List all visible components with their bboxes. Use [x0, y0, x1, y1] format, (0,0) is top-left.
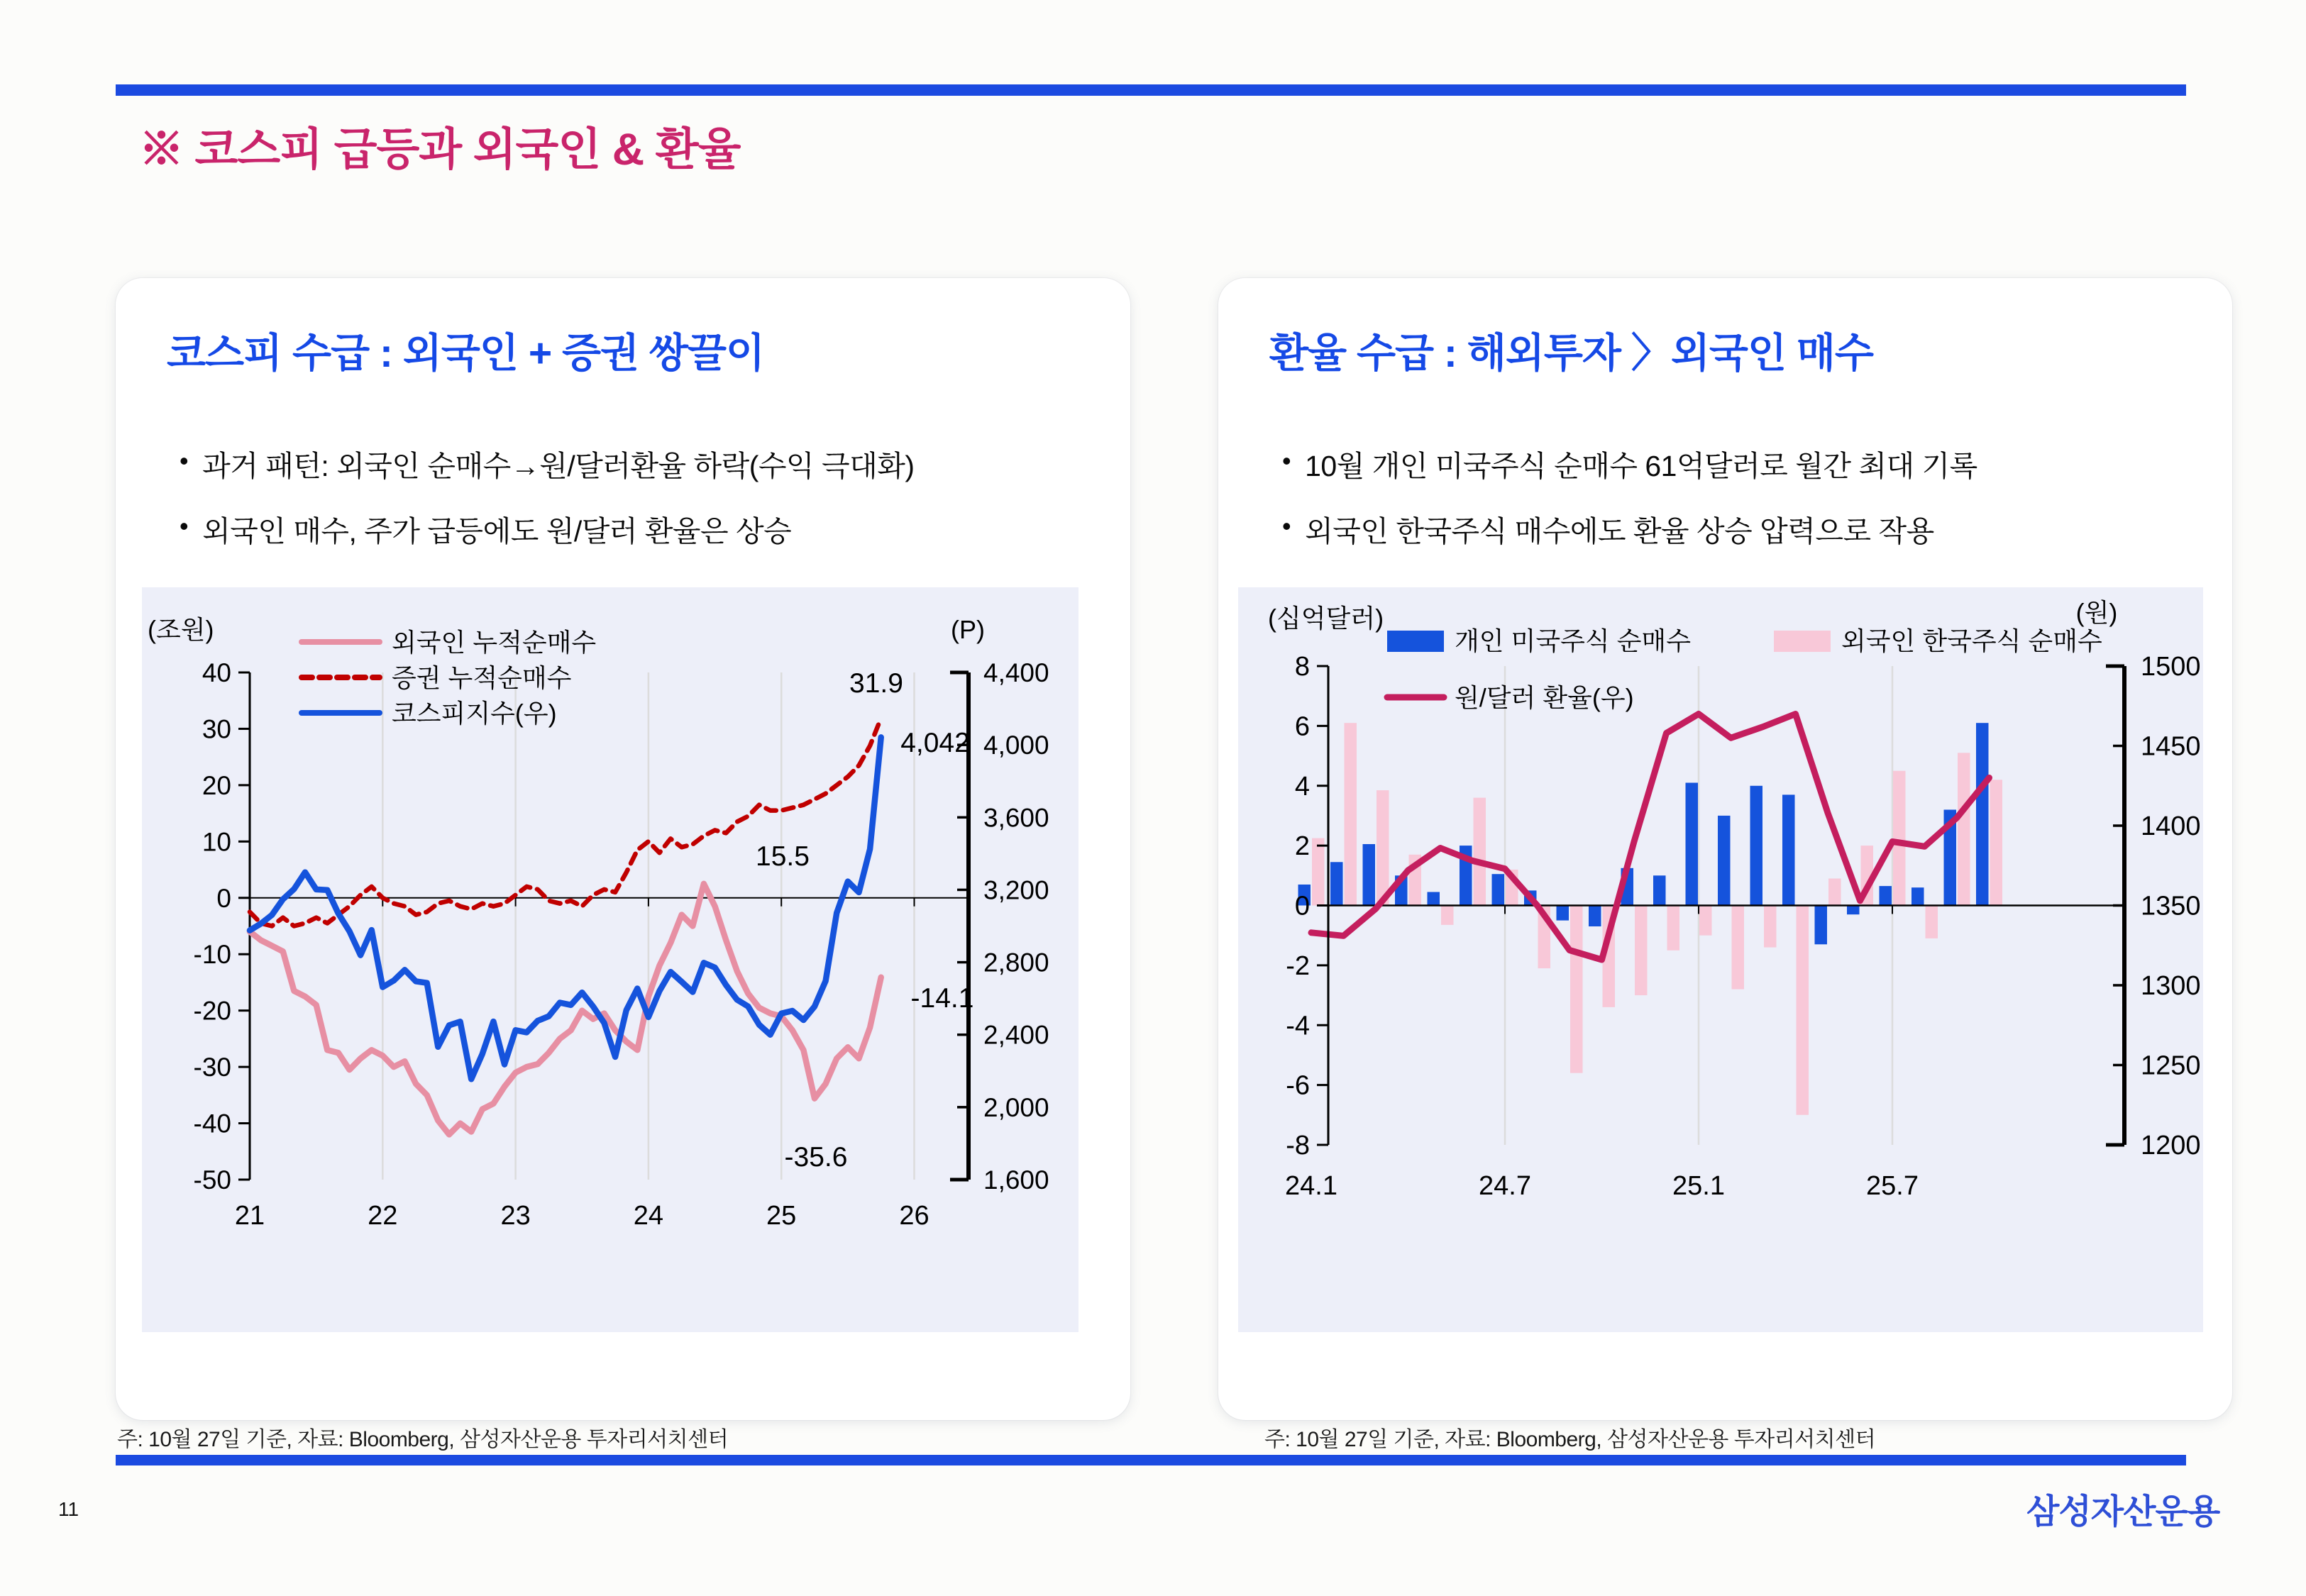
svg-text:(원): (원)	[2075, 598, 2118, 627]
svg-text:24.7: 24.7	[1479, 1171, 1531, 1201]
svg-text:15.5: 15.5	[756, 841, 810, 872]
svg-text:1500: 1500	[2141, 652, 2201, 682]
svg-text:-4: -4	[1286, 1011, 1310, 1041]
kospi-flow-chart	[142, 587, 1078, 1332]
svg-text:0: 0	[1294, 891, 1310, 921]
svg-text:2: 2	[1294, 831, 1310, 862]
fx-bullet-2-text: 외국인 한국주식 매수에도 환율 상승 압력으로 작용	[1305, 515, 1934, 548]
svg-text:개인 미국주식 순매수: 개인 미국주식 순매수	[1455, 626, 1691, 655]
y-axis-right	[2076, 598, 2201, 1160]
svg-text:4,042: 4,042	[900, 728, 970, 758]
fx-bullet-1-text: 10월 개인 미국주식 순매수 61억달러로 월간 최대 기록	[1305, 450, 1977, 482]
bullet-dot: •	[1282, 446, 1291, 475]
top-rule	[116, 84, 2186, 96]
series-1	[250, 718, 881, 926]
kospi-bullet-2	[180, 508, 791, 550]
fx-rate-line	[1311, 714, 1990, 960]
svg-text:20: 20	[202, 770, 231, 800]
svg-text:-10: -10	[193, 940, 231, 970]
bars-foreign-kr	[1312, 723, 2002, 1115]
svg-text:25.1: 25.1	[1672, 1171, 1725, 1201]
svg-text:1,600: 1,600	[983, 1165, 1049, 1195]
svg-text:25.7: 25.7	[1866, 1171, 1919, 1201]
kospi-flow-chart-svg	[142, 587, 1078, 1332]
svg-text:26: 26	[899, 1201, 929, 1231]
bullet-dot: •	[180, 446, 189, 475]
fx-bullet-2	[1282, 508, 1934, 550]
kospi-bullet-2-text: 외국인 매수, 주가 급등에도 원/달러 환율은 상승	[202, 515, 792, 548]
svg-text:1450: 1450	[2141, 731, 2201, 762]
svg-text:30: 30	[202, 714, 231, 744]
svg-text:3,600: 3,600	[983, 803, 1049, 833]
svg-text:0: 0	[216, 883, 231, 913]
svg-text:-14.1: -14.1	[910, 983, 974, 1014]
svg-text:10: 10	[202, 827, 231, 857]
svg-text:원/달러 환율(우): 원/달러 환율(우)	[1455, 683, 1634, 712]
fx-chart-footnote: 주: 10월 27일 기준, 자료: Bloomberg, 삼성자산운용 투자리서치센터	[1264, 1428, 1876, 1451]
svg-text:2,000: 2,000	[983, 1092, 1049, 1122]
fx-panel-title: 환율 수급 : 해외투자 〉외국인 매수	[1269, 331, 1873, 376]
fx-flow-chart	[1238, 587, 2203, 1332]
svg-text:(조원): (조원)	[148, 615, 214, 644]
kospi-panel	[116, 278, 1130, 1420]
svg-text:24: 24	[633, 1201, 664, 1231]
svg-text:1200: 1200	[2141, 1131, 2201, 1160]
svg-text:3,200: 3,200	[983, 875, 1049, 905]
y-axis-right	[950, 615, 1049, 1195]
fx-flow-chart-svg	[1238, 587, 2203, 1332]
bullet-dot: •	[1282, 511, 1291, 541]
x-axis-labels	[235, 1201, 929, 1231]
svg-text:-35.6: -35.6	[784, 1142, 848, 1173]
svg-text:코스피지수(우): 코스피지수(우)	[392, 699, 557, 728]
svg-text:4,000: 4,000	[983, 731, 1049, 760]
svg-text:24.1: 24.1	[1285, 1171, 1337, 1201]
y-axis-left	[148, 615, 250, 1195]
svg-text:-8: -8	[1286, 1131, 1310, 1160]
svg-text:1250: 1250	[2141, 1051, 2201, 1081]
svg-text:8: 8	[1294, 652, 1310, 682]
page-number: 11	[58, 1498, 79, 1520]
svg-text:-6: -6	[1286, 1070, 1310, 1101]
svg-text:31.9: 31.9	[849, 668, 903, 699]
legend	[1387, 626, 2102, 712]
svg-text:2,800: 2,800	[983, 948, 1049, 977]
svg-text:(십억달러): (십억달러)	[1268, 604, 1384, 633]
svg-text:(P): (P)	[951, 615, 985, 644]
svg-text:6: 6	[1294, 711, 1310, 742]
svg-text:1300: 1300	[2141, 971, 2201, 1001]
fx-panel	[1218, 278, 2232, 1420]
svg-text:외국인 누적순매수: 외국인 누적순매수	[392, 628, 597, 657]
page-title: ※ 코스피 급등과 외국인 & 환율	[139, 125, 741, 174]
kospi-bullet-1-text: 과거 패턴: 외국인 순매수→원/달러환율 하락(수익 극대화)	[202, 450, 915, 482]
svg-text:증권 누적순매수: 증권 누적순매수	[392, 663, 572, 692]
svg-text:-30: -30	[193, 1053, 231, 1082]
kospi-bullet-1	[180, 443, 914, 484]
svg-text:4: 4	[1294, 771, 1310, 802]
svg-text:1400: 1400	[2141, 811, 2201, 841]
fx-bullet-1	[1282, 443, 1977, 484]
svg-text:21: 21	[234, 1201, 265, 1231]
svg-text:22: 22	[368, 1201, 398, 1231]
svg-text:25: 25	[766, 1201, 797, 1231]
svg-text:-2: -2	[1286, 951, 1310, 981]
annotations	[756, 668, 973, 1173]
svg-text:외국인 한국주식 순매수: 외국인 한국주식 순매수	[1841, 626, 2102, 655]
samsung-asset-management-logo: 삼성자산운용	[2026, 1493, 2220, 1531]
kospi-panel-title: 코스피 수급 : 외국인 + 증권 쌍끌이	[167, 331, 765, 376]
bottom-rule	[116, 1455, 2186, 1465]
svg-text:40: 40	[202, 658, 231, 687]
x-axis-labels	[1285, 1171, 1919, 1201]
svg-text:2,400: 2,400	[983, 1020, 1049, 1050]
svg-text:-50: -50	[193, 1165, 231, 1195]
svg-text:1350: 1350	[2141, 891, 2201, 921]
svg-text:-40: -40	[193, 1109, 231, 1138]
kospi-chart-footnote: 주: 10월 27일 기준, 자료: Bloomberg, 삼성자산운용 투자리서치센터	[117, 1428, 729, 1451]
svg-text:4,400: 4,400	[983, 658, 1049, 687]
svg-text:-20: -20	[193, 996, 231, 1026]
legend	[302, 628, 596, 728]
svg-text:23: 23	[500, 1201, 531, 1231]
bullet-dot: •	[180, 511, 189, 541]
